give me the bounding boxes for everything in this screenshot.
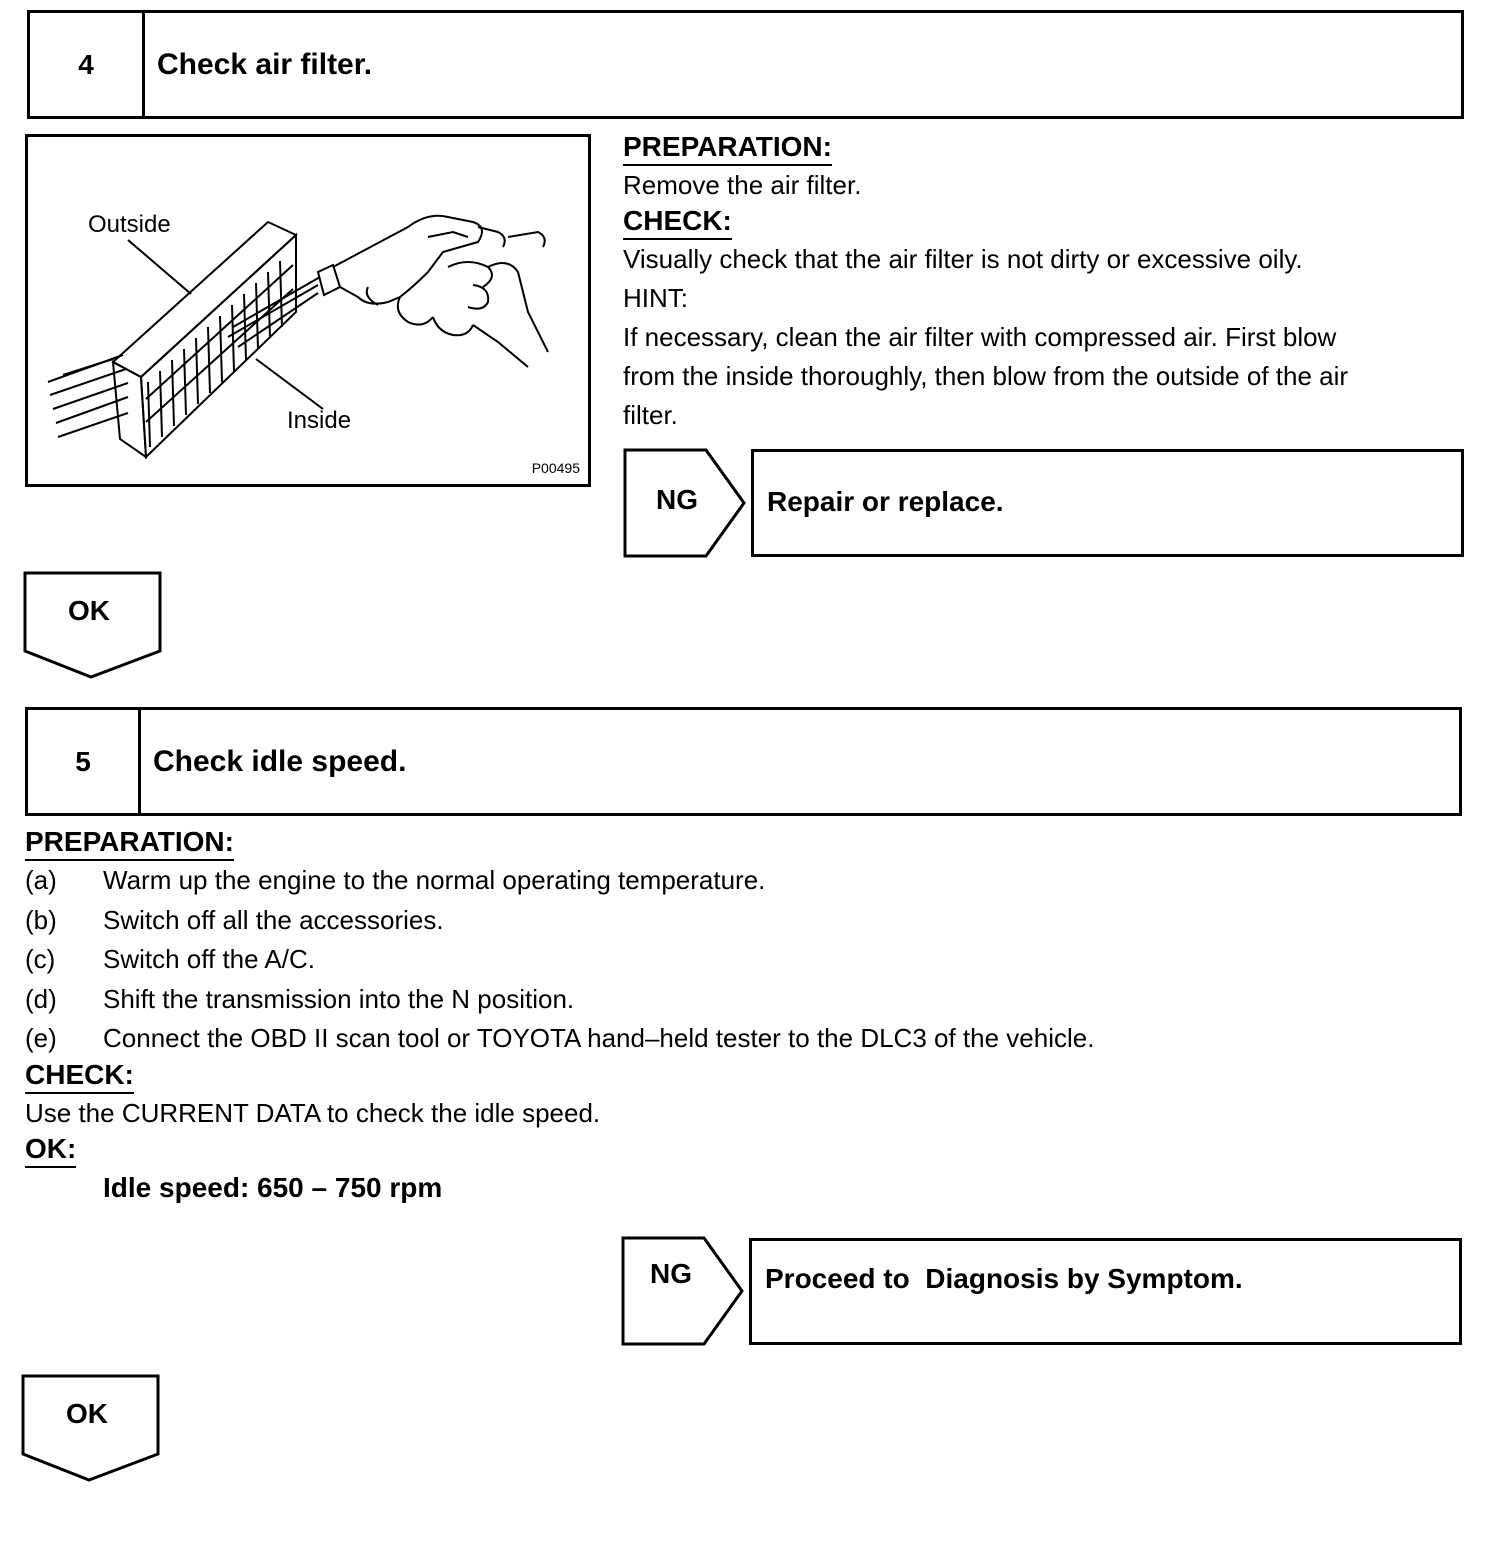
step-5-title: Check idle speed.	[153, 744, 407, 778]
step-4-instructions	[623, 131, 1473, 435]
step-4-ok-label: OK	[68, 595, 110, 626]
step-5-instructions	[25, 826, 1475, 1208]
step-4-hint-heading: HINT:	[623, 283, 688, 313]
step-5-ok-arrow	[21, 1374, 160, 1482]
step-5-number: 5	[28, 710, 141, 813]
step-5-check-text: Use the CURRENT DATA to check the idle speed.	[25, 1097, 601, 1128]
air-filter-figure	[25, 134, 591, 487]
step-4-ok-arrow	[23, 571, 162, 679]
list-item-letter: (a)	[25, 865, 57, 895]
step-5-header	[25, 707, 1462, 816]
list-item-letter: (e)	[25, 1023, 57, 1053]
step-5-ng-action-text: Proceed to Diagnosis by Symptom.	[765, 1263, 1243, 1294]
step-4-hint-line: filter.	[623, 400, 678, 430]
step-4-check-heading: CHECK:	[623, 205, 732, 240]
step-4-check-text: Visually check that the air filter is not dirty or excessive oily.	[623, 244, 1303, 274]
list-item-letter: (b)	[25, 904, 57, 935]
step-4-number: 4	[30, 13, 145, 116]
label-inside: Inside	[287, 407, 352, 434]
list-item-letter: (c)	[25, 944, 56, 974]
figure-id: P00495	[531, 460, 580, 476]
list-item-letter: (d)	[25, 983, 57, 1014]
step-5-ok-spec: Idle speed: 650 – 750 rpm	[103, 1171, 443, 1203]
list-item-text: Shift the transmission into the N position.	[103, 983, 575, 1014]
step-5-preparation-heading: PREPARATION:	[25, 826, 234, 861]
step-4-ng-label: NG	[656, 484, 698, 515]
step-5-ok-heading: OK:	[25, 1133, 76, 1168]
step-4-hint-line: from the inside thoroughly, then blow from the outside of the air	[623, 361, 1349, 391]
list-item	[25, 1019, 1475, 1059]
step-4-title: Check air filter.	[157, 47, 373, 81]
list-item	[25, 901, 1475, 941]
step-4-ng-action	[751, 449, 1464, 557]
step-5-ng-label: NG	[650, 1258, 692, 1289]
list-item	[25, 861, 1475, 901]
list-item-text: Connect the OBD II scan tool or TOYOTA hand–held tester to the DLC3 of the vehicle.	[103, 1023, 1095, 1053]
list-item-text: Switch off the A/C.	[103, 944, 315, 974]
list-item-text: Warm up the engine to the normal operating temperature.	[103, 865, 766, 895]
step-5-ng-action	[749, 1238, 1462, 1345]
step-4-hint-line: If necessary, clean the air filter with compressed air. First blow	[623, 322, 1337, 352]
step-4-header	[27, 10, 1464, 119]
list-item	[25, 940, 1475, 980]
step-5-ng-arrow	[621, 1236, 745, 1346]
step-5-ok-label: OK	[66, 1398, 108, 1429]
step-4-preparation-heading: PREPARATION:	[623, 131, 832, 166]
step-4-ng-arrow	[623, 448, 747, 558]
ng-arrow-shape	[621, 1236, 745, 1346]
list-item	[25, 980, 1475, 1020]
step-4-ng-action-text: Repair or replace.	[767, 486, 1004, 517]
step-4-preparation-text: Remove the air filter.	[623, 170, 862, 200]
label-outside: Outside	[88, 211, 171, 238]
step-5-check-heading: CHECK:	[25, 1059, 134, 1094]
list-item-text: Switch off all the accessories.	[103, 904, 444, 935]
